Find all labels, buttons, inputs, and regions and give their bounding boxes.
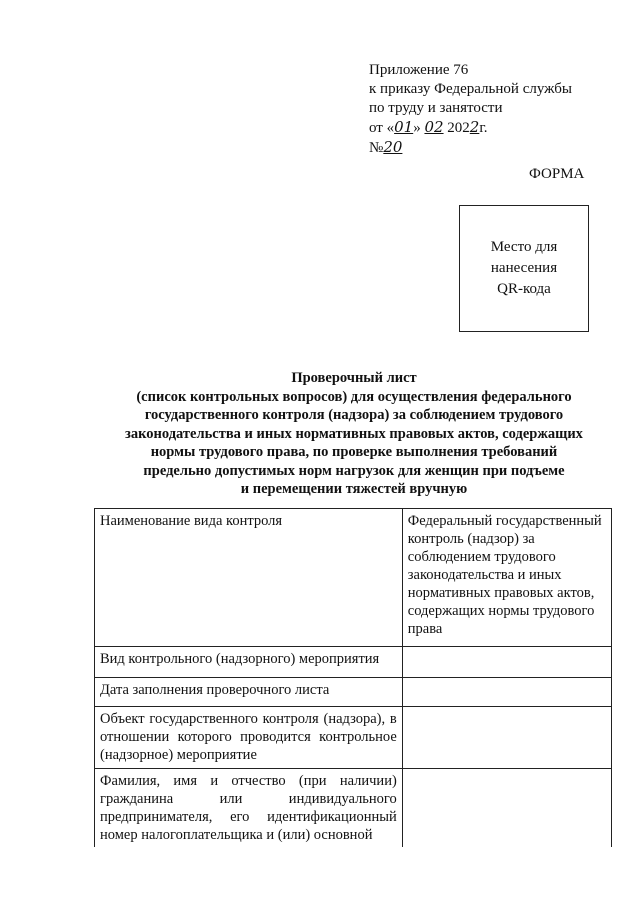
number-prefix: №: [369, 140, 384, 156]
date-month: 02: [424, 118, 444, 136]
checklist-table: [94, 508, 612, 847]
title-line-6: предельно допустимых норм нагрузок для женщин при подъеме: [143, 462, 565, 479]
date-mid: »: [413, 120, 421, 136]
title-line-1: Проверочный лист: [291, 370, 417, 386]
table-row: [95, 647, 612, 678]
row-value[interactable]: [402, 769, 611, 848]
qr-code-placeholder: [459, 205, 589, 332]
title-line-7: и перемещении тяжестей вручную: [240, 481, 468, 497]
table-row: [95, 678, 612, 707]
row-label: Фамилия, имя и отчество (при наличии) гражданина или индивидуального предпринимателя, его идентификационный номер налогоплательщика и (или) основной: [95, 769, 403, 848]
qr-line-2: нанесения: [490, 260, 558, 276]
row-value[interactable]: [402, 678, 611, 707]
date-year-hand: 2: [469, 118, 480, 136]
qr-line-3: QR-кода: [497, 281, 551, 297]
annex-header: [369, 61, 572, 158]
date-day: 01: [394, 118, 414, 136]
row-value[interactable]: Федеральный государственный контроль (надзор) за соблюдением трудового законодательства и иных нормативных правовых актов, содержащих нормы трудового права: [402, 509, 611, 647]
annex-number: [369, 138, 572, 158]
annex-line-1: Приложение 76: [369, 62, 469, 78]
title-line-3: государственного контроля (надзора) за соблюдением трудового: [144, 407, 564, 423]
title-line-2: (список контрольных вопросов) для осуществления федерального: [136, 388, 572, 405]
date-prefix: от «: [369, 120, 395, 136]
table-row: [95, 769, 612, 848]
document-title: [80, 369, 628, 499]
row-label: Объект государственного контроля (надзора), в отношении которого проводится контрольное (надзорное) мероприятие: [95, 707, 403, 769]
row-value[interactable]: [402, 707, 611, 769]
annex-line-3: по труду и занятости: [369, 100, 503, 116]
qr-line-1: Место для: [490, 239, 558, 255]
table-row: [95, 707, 612, 769]
annex-date: [369, 118, 572, 138]
title-line-5: нормы трудового права, по проверке выполнения требований: [150, 444, 558, 460]
row-label: Дата заполнения проверочного листа: [95, 678, 403, 707]
title-line-4: законодательства и иных нормативных правовых актов, содержащих: [125, 425, 583, 442]
row-value[interactable]: [402, 647, 611, 678]
row-label: Вид контрольного (надзорного) мероприятия: [95, 647, 403, 678]
number-hand: 20: [383, 138, 403, 156]
date-suffix: г.: [479, 120, 488, 136]
forma-label: ФОРМА: [529, 166, 585, 182]
table-row: [95, 509, 612, 647]
annex-line-2: к приказу Федеральной службы: [369, 81, 573, 97]
row-label: Наименование вида контроля: [95, 509, 403, 647]
date-year-prefix: 202: [447, 120, 470, 136]
